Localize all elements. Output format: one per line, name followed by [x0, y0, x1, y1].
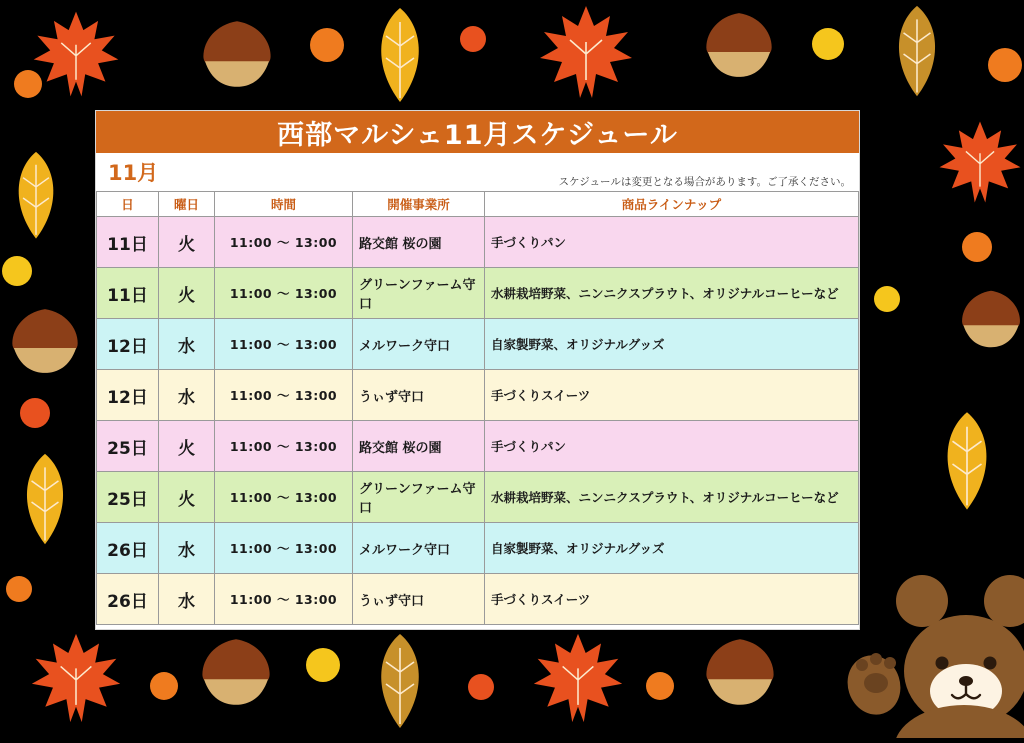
table-row: [97, 319, 859, 370]
cell-dow: 火: [159, 217, 215, 268]
cell-day: 11日: [97, 217, 159, 268]
poster-title-bar: [96, 111, 859, 153]
cell-day: 11日: [97, 268, 159, 319]
schedule-table: [96, 191, 859, 625]
cell-day: 25日: [97, 472, 159, 523]
cell-place: 路交館 桜の園: [353, 217, 485, 268]
dot-yellow-icon: [874, 286, 900, 312]
cell-items: 手づくりパン: [485, 421, 859, 472]
dot-orange-icon: [460, 26, 486, 52]
cell-place: うぃず守口: [353, 370, 485, 421]
cell-place: グリーンファーム守口: [353, 268, 485, 319]
cell-dow: 水: [159, 574, 215, 625]
cell-items: 水耕栽培野菜、ニンニクスプラウト、オリジナルコーヒーなど: [485, 472, 859, 523]
dot-orange-icon: [20, 398, 50, 428]
maple-leaf-icon: [536, 2, 636, 102]
cell-dow: 火: [159, 421, 215, 472]
cell-items: 手づくりスイーツ: [485, 574, 859, 625]
dot-orange-icon: [14, 70, 42, 98]
cell-day: 26日: [97, 523, 159, 574]
schedule-notice: スケジュールは変更となる場合があります。ご了承ください。: [558, 176, 851, 188]
cell-time: 11:00 ～ 13:00: [215, 268, 353, 319]
table-row: [97, 268, 859, 319]
cell-day: 25日: [97, 421, 159, 472]
chestnut-icon: [196, 636, 276, 708]
cell-place: グリーンファーム守口: [353, 472, 485, 523]
cell-place: メルワーク守口: [353, 319, 485, 370]
maple-leaf-icon: [530, 630, 626, 726]
cell-day: 12日: [97, 319, 159, 370]
page-title: 西部マルシェ11月スケジュール: [277, 119, 678, 151]
cell-items: 手づくりパン: [485, 217, 859, 268]
table-row: [97, 217, 859, 268]
cell-dow: 水: [159, 319, 215, 370]
chestnut-icon: [956, 288, 1024, 350]
maple-leaf-icon: [936, 118, 1024, 206]
leaf-olive-icon: [372, 632, 428, 736]
table-row: [97, 574, 859, 625]
cell-time: 11:00 ～ 13:00: [215, 421, 353, 472]
cell-dow: 火: [159, 268, 215, 319]
leaf-olive-icon: [890, 4, 944, 104]
month-label: 11月: [108, 161, 159, 185]
cell-items: 自家製野菜、オリジナルグッズ: [485, 523, 859, 574]
leaf-yellow-icon: [18, 452, 72, 552]
dot-orange-icon: [962, 232, 992, 262]
leaf-yellow-icon: [938, 410, 996, 518]
chestnut-icon: [700, 636, 780, 708]
table-row: [97, 472, 859, 523]
chestnut-icon: [6, 306, 84, 376]
column-header-day: 日: [97, 192, 159, 217]
maple-leaf-icon: [30, 8, 122, 100]
schedule-poster: [95, 110, 860, 630]
column-header-place: 開催事業所: [353, 192, 485, 217]
maple-leaf-icon: [28, 630, 124, 726]
cell-dow: 水: [159, 523, 215, 574]
dot-yellow-icon: [306, 648, 340, 682]
table-header-row: [97, 192, 859, 217]
cell-day: 26日: [97, 574, 159, 625]
dot-orange-icon: [646, 672, 674, 700]
cell-time: 11:00 ～ 13:00: [215, 472, 353, 523]
dot-orange-icon: [468, 674, 494, 700]
table-row: [97, 421, 859, 472]
cell-time: 11:00 ～ 13:00: [215, 574, 353, 625]
table-row: [97, 370, 859, 421]
poster-subheader: [96, 153, 859, 191]
cell-time: 11:00 ～ 13:00: [215, 319, 353, 370]
dot-orange-icon: [310, 28, 344, 62]
column-header-dow: 曜日: [159, 192, 215, 217]
cell-dow: 火: [159, 472, 215, 523]
cell-place: うぃず守口: [353, 574, 485, 625]
column-header-time: 時間: [215, 192, 353, 217]
cell-day: 12日: [97, 370, 159, 421]
dot-orange-icon: [988, 48, 1022, 82]
cell-dow: 水: [159, 370, 215, 421]
cell-items: 自家製野菜、オリジナルグッズ: [485, 319, 859, 370]
cell-items: 水耕栽培野菜、ニンニクスプラウト、オリジナルコーヒーなど: [485, 268, 859, 319]
dot-orange-icon: [6, 576, 32, 602]
table-row: [97, 523, 859, 574]
cell-time: 11:00 ～ 13:00: [215, 523, 353, 574]
cell-items: 手づくりスイーツ: [485, 370, 859, 421]
cell-time: 11:00 ～ 13:00: [215, 370, 353, 421]
leaf-yellow-icon: [372, 6, 428, 110]
column-header-items: 商品ラインナップ: [485, 192, 859, 217]
leaf-yellow-icon: [10, 150, 62, 246]
dot-yellow-icon: [812, 28, 844, 60]
dot-orange-icon: [150, 672, 178, 700]
cell-time: 11:00 ～ 13:00: [215, 217, 353, 268]
cell-place: 路交館 桜の園: [353, 421, 485, 472]
chestnut-icon: [196, 18, 278, 90]
chestnut-icon: [700, 10, 778, 80]
dot-yellow-icon: [2, 256, 32, 286]
cell-place: メルワーク守口: [353, 523, 485, 574]
